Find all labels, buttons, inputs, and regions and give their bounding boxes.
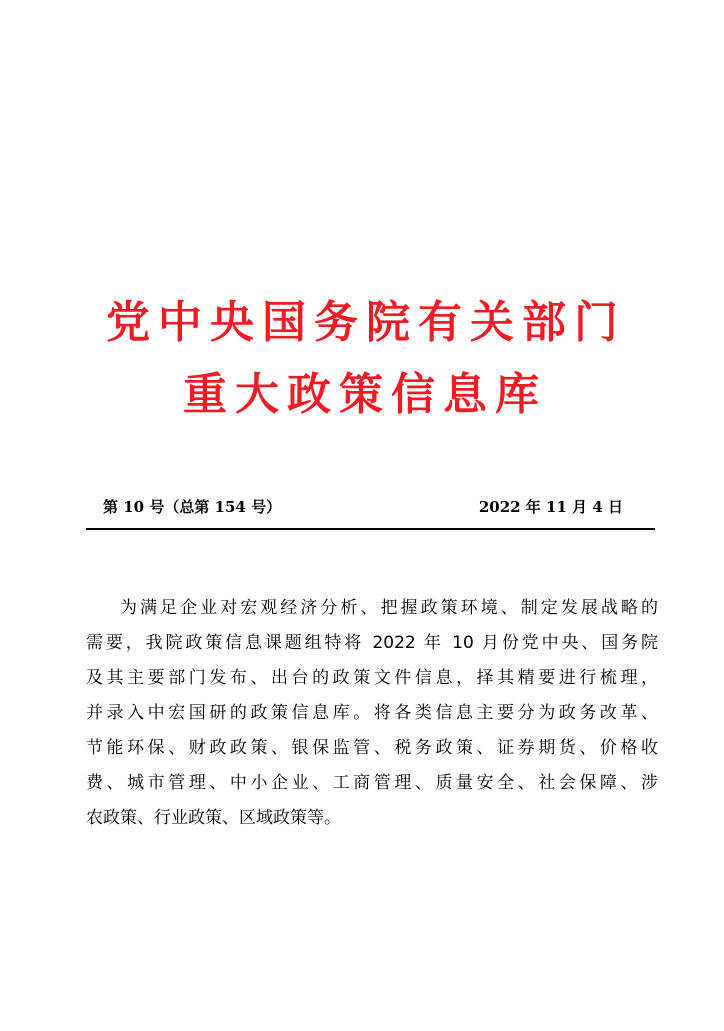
body-line: 及其主要部门发布、出台的政策文件信息，择其精要进行梳理， (86, 668, 658, 688)
document-title (0, 292, 724, 426)
body-line: 费、城市管理、中小企业、工商管理、质量安全、社会保障、涉 (86, 773, 658, 793)
body-line: 为满足企业对宏观经济分析、把握政策环境、制定发展战略的 (120, 598, 658, 618)
body-line: 并录入中宏国研的政策信息库。将各类信息主要分为政务改革、 (86, 703, 658, 723)
body-line: 节能环保、财政政策、银保监管、税务政策、证券期货、价格收 (86, 738, 658, 758)
issue-date: 2022 年 11 月 4 日 (478, 498, 623, 516)
body-line: 需要，我院政策信息课题组特将 2022 年 10 月份党中央、国务院 (86, 633, 658, 653)
body-paragraph (86, 591, 658, 836)
title-line-2: 重大政策信息库 (183, 369, 547, 420)
body-line: 农政策、行业政策、区域政策等。 (86, 808, 341, 828)
issue-header (103, 496, 623, 520)
header-divider (86, 528, 655, 530)
title-line-1: 党中央国务院有关部门 (106, 297, 626, 348)
issue-number: 第 10 号（总第 154 号） (103, 498, 282, 516)
